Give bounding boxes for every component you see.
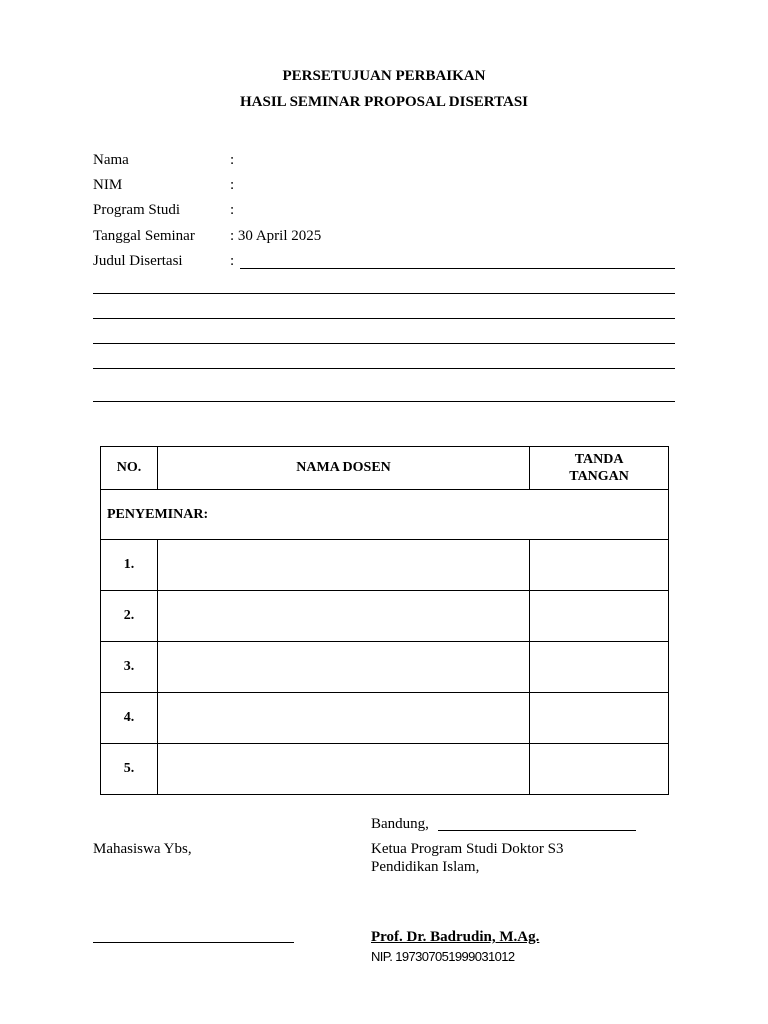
- head-title-line2: Pendidikan Islam,: [371, 859, 480, 875]
- field-label-program-studi: Program Studi: [93, 202, 181, 218]
- row-no: 4.: [101, 693, 158, 744]
- header-tanda-tangan-line1: TANDA: [574, 452, 624, 467]
- date-blank-line: [438, 830, 636, 831]
- document-title: PERSETUJUAN PERBAIKAN: [282, 68, 486, 84]
- header-tanda-tangan-line2: TANGAN: [569, 469, 629, 484]
- table-row: [101, 591, 669, 642]
- student-label: Mahasiswa Ybs,: [93, 841, 192, 857]
- judul-blank-line: [240, 268, 675, 269]
- field-value-program-studi: :: [230, 202, 235, 218]
- row-nama-dosen-cell[interactable]: [157, 744, 529, 795]
- table-row: [101, 693, 669, 744]
- table-row: [101, 744, 669, 795]
- student-signature-line: [93, 942, 294, 943]
- row-nama-dosen-cell[interactable]: [157, 540, 529, 591]
- examiner-table: [100, 446, 669, 795]
- row-no: 3.: [101, 642, 158, 693]
- row-nama-dosen-cell[interactable]: [157, 591, 529, 642]
- judul-blank-line: [93, 318, 675, 319]
- place-date-label: Bandung,: [371, 816, 429, 832]
- field-label-judul-disertasi: Judul Disertasi: [93, 253, 183, 269]
- judul-blank-line: [93, 343, 675, 344]
- section-penyeminar: PENYEMINAR:: [101, 490, 669, 540]
- head-nip: NIP. 197307051999031012: [371, 949, 515, 964]
- field-label-nama: Nama: [93, 152, 129, 168]
- row-no: 5.: [101, 744, 158, 795]
- field-value-nama: :: [230, 152, 235, 168]
- row-signature-cell[interactable]: [530, 744, 669, 795]
- document-subtitle: HASIL SEMINAR PROPOSAL DISERTASI: [239, 94, 529, 110]
- field-label-nim: NIM: [93, 177, 123, 193]
- head-name: Prof. Dr. Badrudin, M.Ag.: [371, 929, 540, 945]
- judul-blank-line: [93, 293, 675, 294]
- table-row: [101, 540, 669, 591]
- table-section-row: [101, 490, 669, 540]
- head-title-line1: Ketua Program Studi Doktor S3: [371, 841, 564, 857]
- row-no: 2.: [101, 591, 158, 642]
- row-signature-cell[interactable]: [530, 642, 669, 693]
- field-value-tanggal-seminar: : 30 April 2025: [230, 228, 322, 244]
- row-signature-cell[interactable]: [530, 540, 669, 591]
- row-nama-dosen-cell[interactable]: [157, 693, 529, 744]
- table-row: [101, 642, 669, 693]
- field-value-judul-disertasi: :: [230, 253, 235, 269]
- row-no: 1.: [101, 540, 158, 591]
- header-no: NO.: [101, 447, 158, 490]
- row-nama-dosen-cell[interactable]: [157, 642, 529, 693]
- judul-blank-line: [93, 368, 675, 369]
- field-label-tanggal-seminar: Tanggal Seminar: [93, 228, 195, 244]
- row-signature-cell[interactable]: [530, 591, 669, 642]
- header-tanda-tangan: [530, 447, 669, 490]
- row-signature-cell[interactable]: [530, 693, 669, 744]
- table-header-row: [101, 447, 669, 490]
- field-value-nim: :: [230, 177, 235, 193]
- header-nama-dosen: NAMA DOSEN: [157, 447, 529, 490]
- judul-blank-line: [93, 401, 675, 402]
